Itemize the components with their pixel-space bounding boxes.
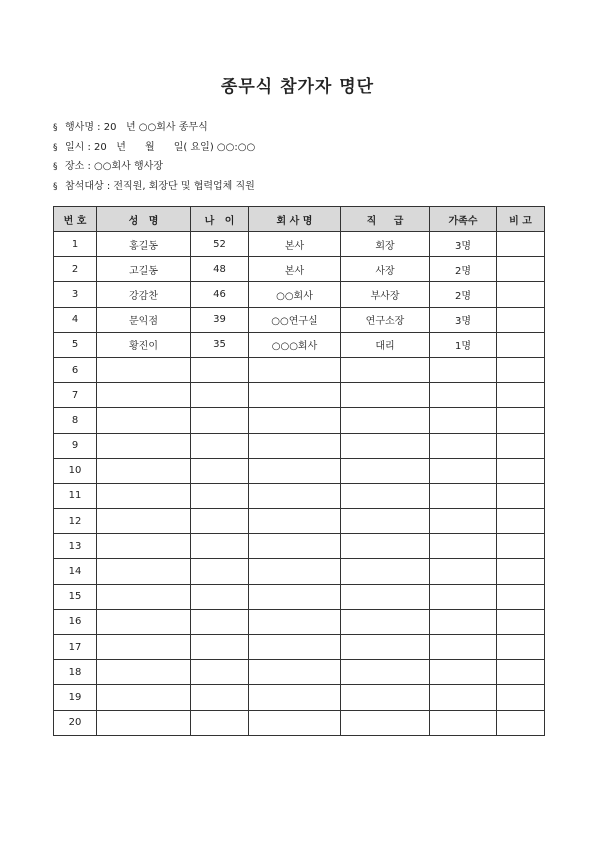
table-row xyxy=(54,609,545,634)
cell-company: 본사 xyxy=(249,232,341,257)
cell-number: 13 xyxy=(54,534,97,559)
header-position: 직 급 xyxy=(341,207,430,232)
table-row xyxy=(54,357,545,382)
cell-remarks xyxy=(497,609,545,634)
cell-remarks xyxy=(497,232,545,257)
cell-age: 52 xyxy=(191,232,249,257)
cell-remarks xyxy=(497,282,545,307)
cell-number: 5 xyxy=(54,332,97,357)
cell-family xyxy=(430,357,497,382)
table-row xyxy=(54,307,545,332)
cell-company xyxy=(249,408,341,433)
table-row xyxy=(54,710,545,735)
cell-age xyxy=(191,609,249,634)
table-row xyxy=(54,559,545,584)
cell-name xyxy=(97,609,191,634)
cell-position xyxy=(341,433,430,458)
table-row xyxy=(54,232,545,257)
table-row xyxy=(54,685,545,710)
cell-number: 12 xyxy=(54,509,97,534)
cell-name: 강감찬 xyxy=(97,282,191,307)
cell-name xyxy=(97,559,191,584)
cell-company xyxy=(249,383,341,408)
table-header-row xyxy=(54,207,545,232)
header-company: 회 사 명 xyxy=(249,207,341,232)
cell-position xyxy=(341,559,430,584)
cell-number: 2 xyxy=(54,257,97,282)
table-row xyxy=(54,332,545,357)
cell-number: 6 xyxy=(54,357,97,382)
cell-name xyxy=(97,408,191,433)
cell-company xyxy=(249,357,341,382)
cell-age xyxy=(191,584,249,609)
header-number: 번 호 xyxy=(54,207,97,232)
cell-company xyxy=(249,483,341,508)
cell-remarks xyxy=(497,383,545,408)
cell-age: 46 xyxy=(191,282,249,307)
cell-position xyxy=(341,635,430,660)
info-datetime: § 일시 : 20 년 월 일( 요일) ○○:○○ xyxy=(53,138,255,158)
cell-position: 대리 xyxy=(341,332,430,357)
cell-family xyxy=(430,660,497,685)
cell-name xyxy=(97,458,191,483)
cell-age: 35 xyxy=(191,332,249,357)
cell-number: 14 xyxy=(54,559,97,584)
cell-name: 문익점 xyxy=(97,307,191,332)
cell-number: 20 xyxy=(54,710,97,735)
cell-age xyxy=(191,483,249,508)
cell-remarks xyxy=(497,685,545,710)
event-info xyxy=(53,118,255,196)
cell-family: 3명 xyxy=(430,307,497,332)
cell-family xyxy=(430,408,497,433)
cell-company xyxy=(249,710,341,735)
cell-remarks xyxy=(497,307,545,332)
cell-number: 16 xyxy=(54,609,97,634)
cell-remarks xyxy=(497,584,545,609)
cell-name xyxy=(97,660,191,685)
header-remarks: 비 고 xyxy=(497,207,545,232)
cell-remarks xyxy=(497,660,545,685)
table-row xyxy=(54,534,545,559)
table-row xyxy=(54,408,545,433)
cell-company xyxy=(249,609,341,634)
cell-family xyxy=(430,433,497,458)
cell-name xyxy=(97,685,191,710)
cell-remarks xyxy=(497,559,545,584)
cell-position xyxy=(341,408,430,433)
cell-family: 2명 xyxy=(430,282,497,307)
cell-family: 3명 xyxy=(430,232,497,257)
cell-age xyxy=(191,710,249,735)
cell-company: ○○연구실 xyxy=(249,307,341,332)
cell-position xyxy=(341,534,430,559)
cell-remarks xyxy=(497,458,545,483)
cell-age xyxy=(191,458,249,483)
cell-family xyxy=(430,483,497,508)
info-attendees: § 참석대상 : 전직원, 회장단 및 협력업체 직원 xyxy=(53,177,255,197)
cell-number: 9 xyxy=(54,433,97,458)
cell-number: 1 xyxy=(54,232,97,257)
table-row xyxy=(54,383,545,408)
cell-name xyxy=(97,483,191,508)
cell-company xyxy=(249,534,341,559)
cell-remarks xyxy=(497,483,545,508)
cell-position xyxy=(341,660,430,685)
cell-number: 3 xyxy=(54,282,97,307)
header-name: 성 명 xyxy=(97,207,191,232)
cell-family: 1명 xyxy=(430,332,497,357)
cell-position xyxy=(341,383,430,408)
cell-name: 홍길동 xyxy=(97,232,191,257)
cell-remarks xyxy=(497,433,545,458)
cell-number: 10 xyxy=(54,458,97,483)
cell-number: 7 xyxy=(54,383,97,408)
cell-company xyxy=(249,660,341,685)
cell-number: 15 xyxy=(54,584,97,609)
cell-position xyxy=(341,710,430,735)
cell-name xyxy=(97,433,191,458)
cell-number: 4 xyxy=(54,307,97,332)
cell-name xyxy=(97,509,191,534)
cell-company xyxy=(249,685,341,710)
cell-position xyxy=(341,685,430,710)
participant-table xyxy=(53,206,545,736)
table-row xyxy=(54,257,545,282)
table-row xyxy=(54,458,545,483)
cell-company xyxy=(249,635,341,660)
section-bullet-icon: § xyxy=(53,123,58,133)
cell-number: 11 xyxy=(54,483,97,508)
cell-family xyxy=(430,584,497,609)
cell-age xyxy=(191,383,249,408)
cell-position xyxy=(341,584,430,609)
section-bullet-icon: § xyxy=(53,162,58,172)
cell-age xyxy=(191,534,249,559)
cell-number: 19 xyxy=(54,685,97,710)
cell-company xyxy=(249,509,341,534)
cell-company xyxy=(249,559,341,584)
page-title: 종무식 참가자 명단 xyxy=(220,77,375,97)
cell-position xyxy=(341,609,430,634)
table-row xyxy=(54,635,545,660)
cell-name: 황진이 xyxy=(97,332,191,357)
cell-age xyxy=(191,559,249,584)
cell-family xyxy=(430,635,497,660)
cell-name: 고길동 xyxy=(97,257,191,282)
table-row xyxy=(54,660,545,685)
cell-remarks xyxy=(497,509,545,534)
cell-company: ○○○회사 xyxy=(249,332,341,357)
cell-number: 8 xyxy=(54,408,97,433)
cell-family xyxy=(430,710,497,735)
cell-name xyxy=(97,357,191,382)
cell-remarks xyxy=(497,257,545,282)
cell-company xyxy=(249,584,341,609)
table-row xyxy=(54,509,545,534)
cell-company xyxy=(249,458,341,483)
cell-company: ○○회사 xyxy=(249,282,341,307)
cell-remarks xyxy=(497,635,545,660)
cell-position xyxy=(341,458,430,483)
cell-age xyxy=(191,357,249,382)
cell-name xyxy=(97,635,191,660)
cell-position: 부사장 xyxy=(341,282,430,307)
cell-remarks xyxy=(497,408,545,433)
cell-number: 18 xyxy=(54,660,97,685)
table-row xyxy=(54,282,545,307)
cell-company: 본사 xyxy=(249,257,341,282)
cell-age xyxy=(191,660,249,685)
cell-age: 48 xyxy=(191,257,249,282)
cell-age xyxy=(191,685,249,710)
cell-position xyxy=(341,509,430,534)
table-row xyxy=(54,483,545,508)
cell-position xyxy=(341,357,430,382)
cell-family xyxy=(430,559,497,584)
cell-name xyxy=(97,534,191,559)
cell-remarks xyxy=(497,534,545,559)
info-event-name: § 행사명 : 20 년 ○○회사 종무식 xyxy=(53,118,255,138)
table-row xyxy=(54,433,545,458)
info-location: § 장소 : ○○회사 행사장 xyxy=(53,157,255,177)
cell-family xyxy=(430,383,497,408)
cell-age xyxy=(191,408,249,433)
cell-position xyxy=(341,483,430,508)
cell-name xyxy=(97,584,191,609)
cell-remarks xyxy=(497,332,545,357)
cell-number: 17 xyxy=(54,635,97,660)
cell-family xyxy=(430,458,497,483)
cell-family xyxy=(430,685,497,710)
cell-family: 2명 xyxy=(430,257,497,282)
cell-position: 연구소장 xyxy=(341,307,430,332)
cell-company xyxy=(249,433,341,458)
table-row xyxy=(54,584,545,609)
cell-position: 회장 xyxy=(341,232,430,257)
cell-family xyxy=(430,609,497,634)
cell-family xyxy=(430,534,497,559)
cell-remarks xyxy=(497,710,545,735)
cell-age xyxy=(191,433,249,458)
cell-family xyxy=(430,509,497,534)
section-bullet-icon: § xyxy=(53,142,58,153)
cell-age xyxy=(191,635,249,660)
cell-age: 39 xyxy=(191,307,249,332)
cell-position: 사장 xyxy=(341,257,430,282)
cell-name xyxy=(97,383,191,408)
header-age: 나 이 xyxy=(191,207,249,232)
cell-age xyxy=(191,509,249,534)
header-family: 가족수 xyxy=(430,207,497,232)
cell-name xyxy=(97,710,191,735)
cell-remarks xyxy=(497,357,545,382)
section-bullet-icon: § xyxy=(53,181,58,192)
